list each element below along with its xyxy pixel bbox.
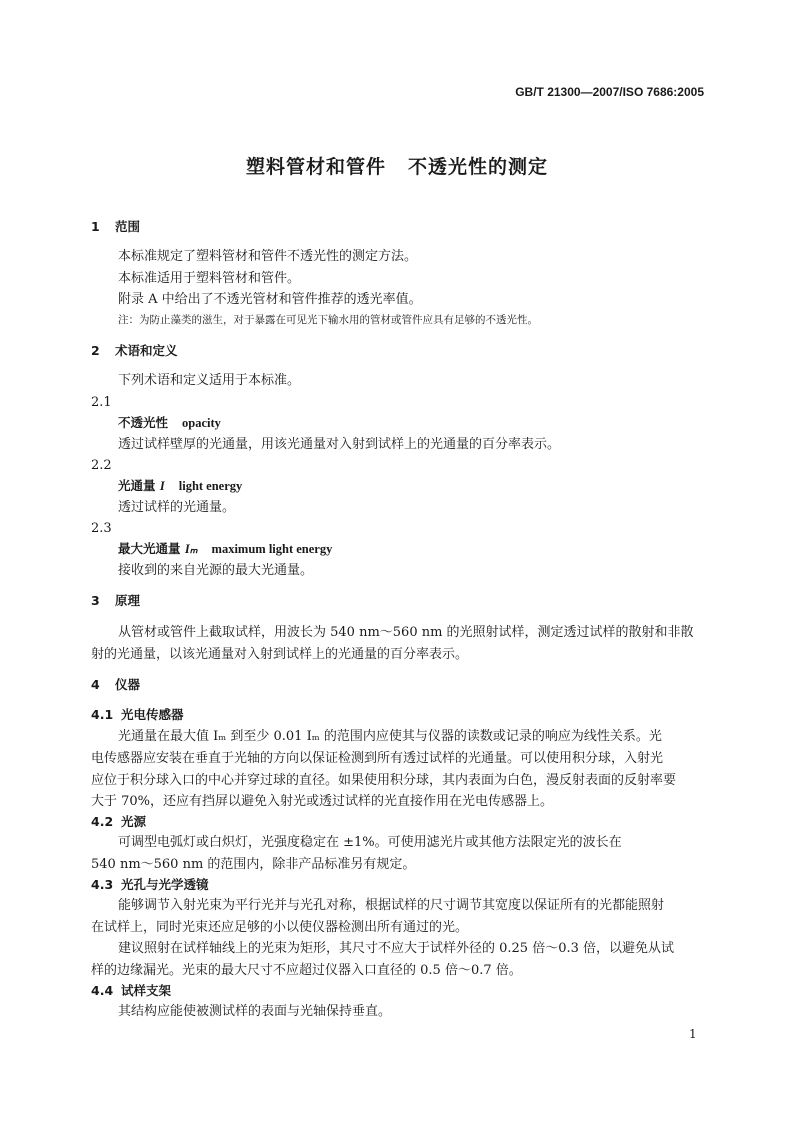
paragraph: 本标准适用于塑料管材和管件。 bbox=[118, 271, 301, 286]
term-number: 2.3 bbox=[91, 521, 112, 536]
paragraph-line: 建议照射在试样轴线上的光束为矩形，其尺寸不应大于试样外径的 0.25 倍～0.3 倍，以避免从试 bbox=[118, 941, 675, 956]
title-part-2: 不透光性的测定 bbox=[408, 156, 549, 178]
paragraph-line: 应位于积分球入口的中心并穿过球的直径。如果使用积分球，其内表面为白色，漫反射表面的反射率要 bbox=[91, 773, 677, 788]
section-1-heading: 1 范围 bbox=[91, 219, 141, 234]
paragraph-line: 540 nm～560 nm 的范围内，除非产品标准另有规定。 bbox=[91, 857, 416, 872]
term-definition: 透过试样壁厚的光通量，用该光通量对入射到试样上的光通量的百分率表示。 bbox=[118, 437, 561, 452]
subsection-4-3-heading: 4.3 光孔与光学透镜 bbox=[91, 877, 209, 892]
paragraph-line: 大于 70%，还应有挡屏以避免入射光或透过试样的光直接作用在光电传感器上。 bbox=[91, 794, 554, 809]
term-number: 2.1 bbox=[91, 395, 112, 410]
paragraph-line: 样的边缘漏光。光束的最大尺寸不应超过仪器入口直径的 0.5 倍～0.7 倍。 bbox=[91, 963, 522, 978]
paragraph: 本标准规定了塑料管材和管件不透光性的测定方法。 bbox=[118, 249, 418, 264]
term-number: 2.2 bbox=[91, 458, 112, 473]
paragraph-line: 光通量在最大值 Iₘ 到至少 0.01 Iₘ 的范围内应使其与仪器的读数或记录的响应为线性关系。光 bbox=[118, 729, 662, 744]
paragraph: 下列术语和定义适用于本标准。 bbox=[118, 373, 301, 388]
subsection-4-4-heading: 4.4 试样支架 bbox=[91, 983, 172, 998]
standard-code: GB/T 21300—2007/ISO 7686:2005 bbox=[515, 85, 704, 99]
page-number: 1 bbox=[689, 1027, 697, 1041]
term-heading: 不透光性 opacity bbox=[118, 415, 221, 430]
document-title bbox=[0, 152, 794, 179]
term-heading: 最大光通量 Iₘ maximum light energy bbox=[118, 541, 333, 556]
term-heading: 光通量 I light energy bbox=[118, 478, 243, 493]
paragraph-line: 能够调节入射光束为平行光并与光孔对称，根据试样的尺寸调节其宽度以保证所有的光都能照射 bbox=[118, 898, 665, 913]
paragraph-line: 可调型电弧灯或白炽灯，光强度稳定在 ±1%。可使用滤光片或其他方法限定光的波长在 bbox=[118, 835, 622, 850]
note: 注：为防止藻类的滋生，对于暴露在可见光下输水用的管材或管件应具有足够的不透光性。 bbox=[118, 314, 538, 326]
subsection-4-1-heading: 4.1 光电传感器 bbox=[91, 707, 184, 722]
title-part-1: 塑料管材和管件 bbox=[245, 156, 386, 178]
term-definition: 接收到的来自光源的最大光通量。 bbox=[118, 563, 314, 578]
paragraph: 附录 A 中给出了不透光管材和管件推荐的透光率值。 bbox=[118, 292, 422, 307]
paragraph-line: 从管材或管件上截取试样，用波长为 540 nm～560 nm 的光照射试样，测定透过试样的散射和非散 bbox=[118, 625, 694, 640]
subsection-4-2-heading: 4.2 光源 bbox=[91, 814, 147, 829]
section-3-heading: 3 原理 bbox=[91, 593, 141, 608]
term-definition: 透过试样的光通量。 bbox=[118, 500, 236, 515]
section-4-heading: 4 仪器 bbox=[91, 677, 141, 692]
paragraph-line: 在试样上，同时光束还应足够的小以使仪器检测出所有通过的光。 bbox=[91, 920, 469, 935]
paragraph-line: 射的光通量，以该光通量对入射到试样上的光通量的百分率表示。 bbox=[91, 647, 469, 662]
paragraph-line: 电传感器应安装在垂直于光轴的方向以保证检测到所有透过试样的光通量。可以使用积分球，入射光 bbox=[91, 751, 664, 766]
paragraph-line: 其结构应能使被测试样的表面与光轴保持垂直。 bbox=[118, 1004, 392, 1019]
section-2-heading: 2 术语和定义 bbox=[91, 343, 178, 358]
